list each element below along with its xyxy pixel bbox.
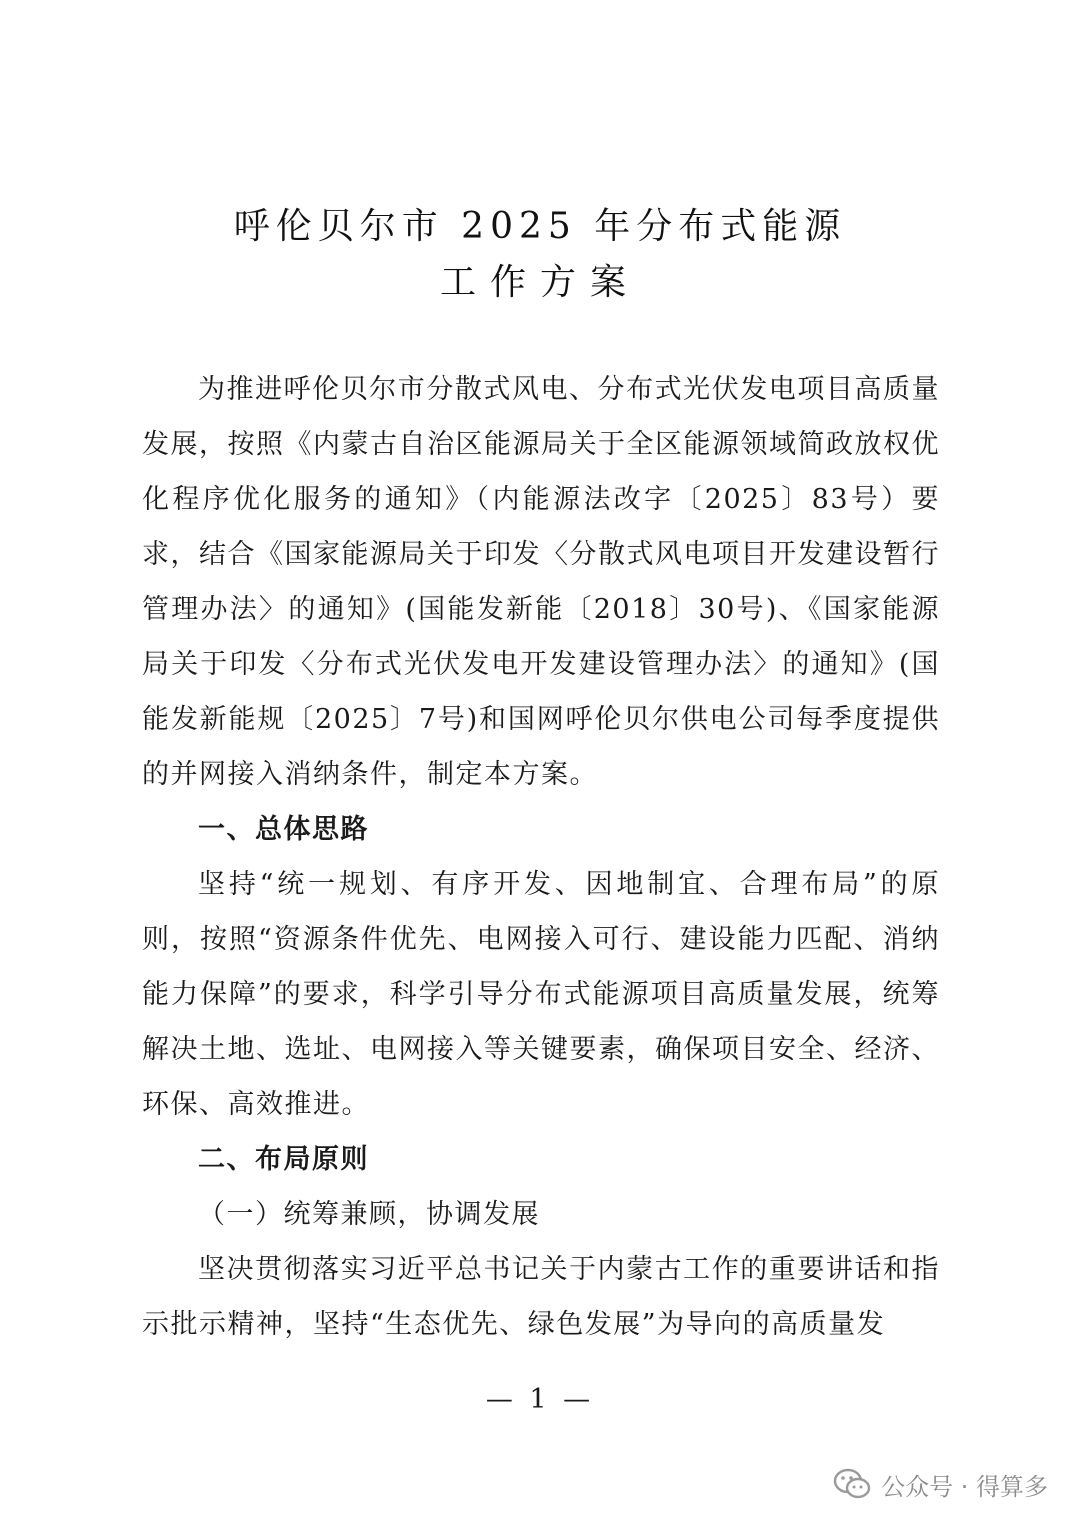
section-heading-layout-principles: 二、布局原则: [198, 1144, 369, 1175]
section-heading-overall-approach: 一、总体思路: [198, 814, 369, 845]
document-body: [142, 362, 940, 1352]
document-title-line-2: 工作方案: [439, 262, 640, 303]
page-number: — 1 —: [485, 1384, 595, 1415]
overall-approach-paragraph: 坚持“统一规划、有序开发、因地制宜、合理布局”的原则，按照“资源条件优先、电网接入可行、建设能力匹配、消纳能力保障”的要求，科学引导分布式能源项目高质量发展，统筹解决土地、选址、电网接入等关键要素，确保项目安全、经济、环保、高效推进。: [142, 869, 940, 1120]
subsection-heading-coordination: （一）统筹兼顾，协调发展: [198, 1199, 540, 1230]
wechat-icon: [833, 1467, 871, 1501]
coordination-paragraph: 坚决贯彻落实习近平总书记关于内蒙古工作的重要讲话和指示批示精神，坚持“生态优先、绿色发展”为导向的高质量发: [142, 1254, 940, 1340]
document-title-line-1: 呼伦贝尔市 2025 年分布式能源: [233, 206, 847, 247]
wechat-watermark: [833, 1464, 1048, 1504]
watermark-text: 公众号 · 得算多: [881, 1472, 1048, 1501]
intro-paragraph: 为推进呼伦贝尔市分散式风电、分布式光伏发电项目高质量发展，按照《内蒙古自治区能源局关于全区能源领域简政放权优化程序优化服务的通知》（内能源法改字〔2025〕83号）要求，结合《国家能源局关于印发〈分散式风电项目开发建设暂行管理办法〉的通知》(国能发新能〔2018〕30号)、《国家能源局关于印发〈分布式光伏发电开发建设管理办法〉的通知》(国能发新能规〔2025〕7号)和国网呼伦贝尔供电公司每季度提供的并网接入消纳条件，制定本方案。: [142, 374, 940, 790]
